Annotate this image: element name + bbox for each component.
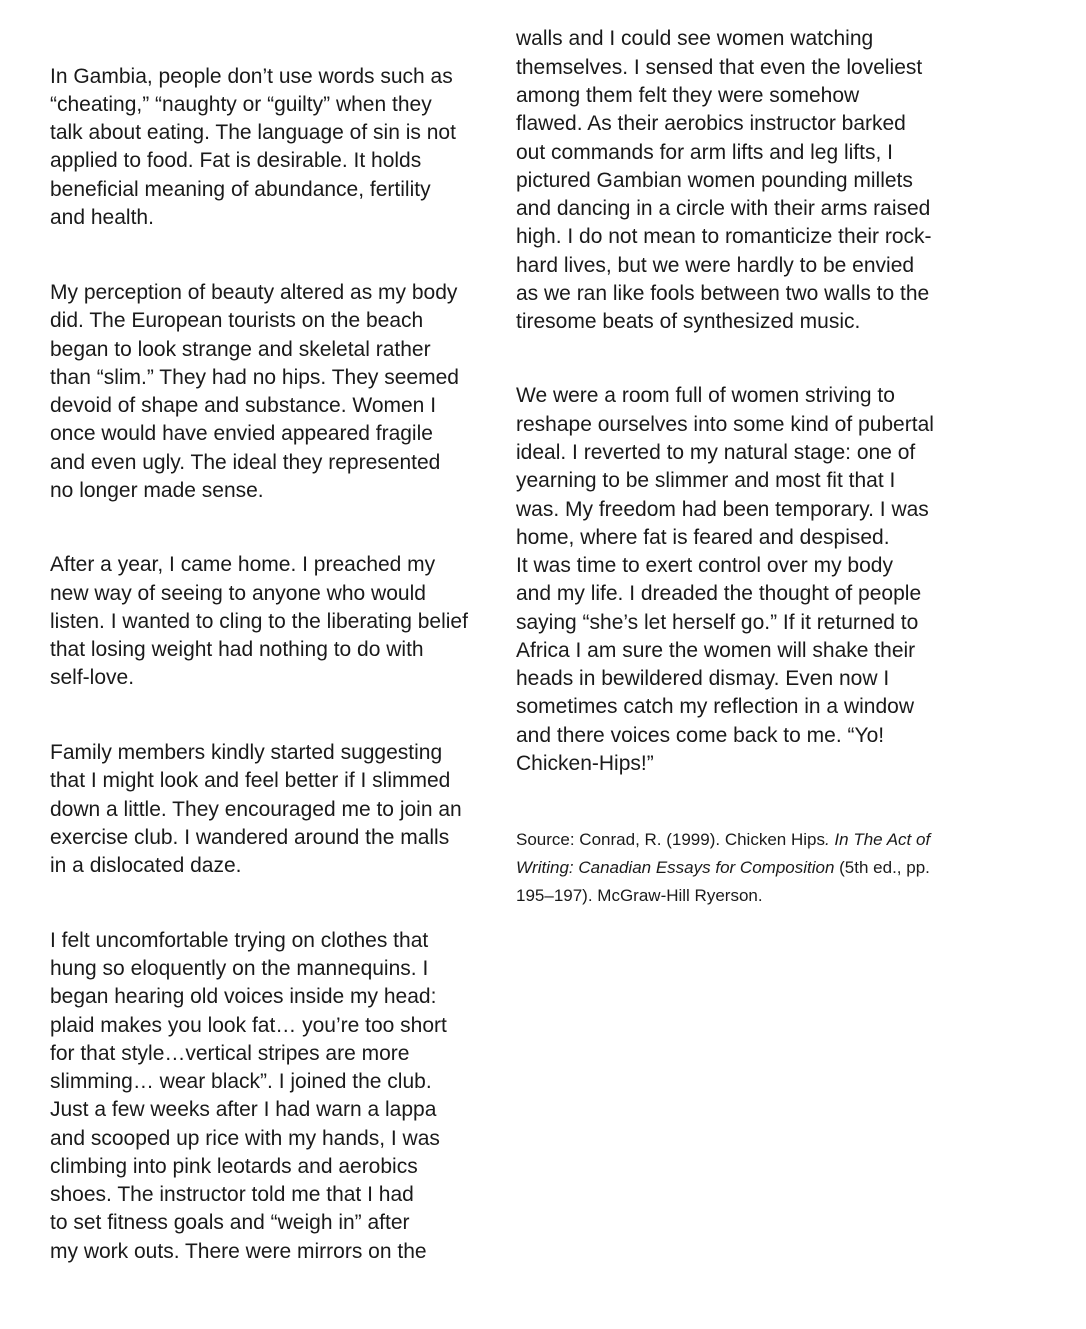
text-line: applied to food. Fat is desirable. It holds: [50, 149, 422, 172]
text-line: hung so eloquently on the mannequins. I: [50, 957, 429, 980]
text-line: My perception of beauty altered as my body: [50, 281, 458, 304]
text-line: plaid makes you look fat… you’re too short: [50, 1014, 447, 1037]
text-line: that losing weight had nothing to do with: [50, 638, 424, 661]
text-line: sometimes catch my reflection in a window: [516, 695, 914, 718]
text-line: tiresome beats of synthesized music.: [516, 310, 861, 333]
text-line: yearning to be slimmer and most fit that I: [516, 469, 896, 492]
text-line: once would have envied appeared fragile: [50, 422, 433, 445]
text-line: as we ran like fools between two walls to the: [516, 282, 930, 305]
text-line: no longer made sense.: [50, 479, 264, 502]
text-line: Family members kindly started suggesting: [50, 741, 443, 764]
text-line: Africa I am sure the women will shake their: [516, 639, 916, 662]
text-line: and health.: [50, 206, 154, 229]
text-line: reshape ourselves into some kind of pubertal: [516, 413, 934, 436]
text-line: did. The European tourists on the beach: [50, 309, 424, 332]
citation-book-title: Writing: Canadian Essays for Composition: [516, 858, 835, 877]
citation-italic: . In The Act of: [824, 830, 931, 849]
text-line: listen. I wanted to cling to the liberating belief: [50, 610, 468, 633]
text-line: to set fitness goals and “weigh in” after: [50, 1211, 410, 1234]
text-line: out commands for arm lifts and leg lifts, I: [516, 141, 893, 164]
text-line: and there voices come back to me. “Yo!: [516, 724, 885, 747]
text-line: began to look strange and skeletal rather: [50, 338, 431, 361]
text-line: walls and I could see women watching: [516, 27, 874, 50]
text-line: climbing into pink leotards and aerobics: [50, 1155, 418, 1178]
text-line: hard lives, but we were hardly to be envied: [516, 254, 915, 277]
text-line: home, where fat is feared and despised.: [516, 526, 890, 549]
citation-line-3: [516, 882, 763, 910]
text-line: I felt uncomfortable trying on clothes that: [50, 929, 429, 952]
citation-text: Source: Conrad, R. (1999). Chicken Hips: [516, 830, 825, 849]
text-line: than “slim.” They had no hips. They seemed: [50, 366, 459, 389]
text-line: down a little. They encouraged me to join an: [50, 798, 462, 821]
text-line: began hearing old voices inside my head:: [50, 985, 437, 1008]
citation-line-1: [516, 826, 930, 854]
text-line: In Gambia, people don’t use words such as: [50, 65, 453, 88]
text-line: and scooped up rice with my hands, I was: [50, 1127, 440, 1150]
text-line: exercise club. I wandered around the malls: [50, 826, 450, 849]
text-line: my work outs. There were mirrors on the: [50, 1240, 427, 1263]
text-line: “cheating,” “naughty or “guilty” when they: [50, 93, 432, 116]
text-line: high. I do not mean to romanticize their rock-: [516, 225, 932, 248]
text-line: among them felt they were somehow: [516, 84, 860, 107]
text-line: talk about eating. The language of sin is not: [50, 121, 456, 144]
text-line: and my life. I dreaded the thought of people: [516, 582, 922, 605]
text-line: was. My freedom had been temporary. I was: [516, 498, 929, 521]
text-line: self-love.: [50, 666, 135, 689]
citation-text: (5th ed., pp.: [834, 858, 930, 877]
text-line: saying “she’s let herself go.” If it returned to: [516, 611, 919, 634]
text-line: and even ugly. The ideal they represented: [50, 451, 441, 474]
text-line: in a dislocated daze.: [50, 854, 242, 877]
text-line: and dancing in a circle with their arms raised: [516, 197, 931, 220]
text-line: It was time to exert control over my body: [516, 554, 893, 577]
text-line: heads in bewildered dismay. Even now I: [516, 667, 890, 690]
text-line: new way of seeing to anyone who would: [50, 582, 426, 605]
text-line: that I might look and feel better if I slimmed: [50, 769, 451, 792]
text-line: pictured Gambian women pounding millets: [516, 169, 913, 192]
text-line: shoes. The instructor told me that I had: [50, 1183, 414, 1206]
text-line: for that style…vertical stripes are more: [50, 1042, 410, 1065]
text-line: flawed. As their aerobics instructor barked: [516, 112, 906, 135]
citation-line-2: [516, 854, 930, 882]
text-line: Just a few weeks after I had warn a lappa: [50, 1098, 437, 1121]
text-line: slimming… wear black”. I joined the club.: [50, 1070, 432, 1093]
text-line: After a year, I came home. I preached my: [50, 553, 436, 576]
citation-text: 195–197). McGraw-Hill Ryerson.: [516, 886, 763, 905]
text-line: We were a room full of women striving to: [516, 384, 895, 407]
text-line: Chicken-Hips!”: [516, 752, 654, 775]
text-line: themselves. I sensed that even the loveliest: [516, 56, 923, 79]
text-line: ideal. I reverted to my natural stage: one of: [516, 441, 916, 464]
text-line: beneficial meaning of abundance, fertility: [50, 178, 431, 201]
text-line: devoid of shape and substance. Women I: [50, 394, 437, 417]
